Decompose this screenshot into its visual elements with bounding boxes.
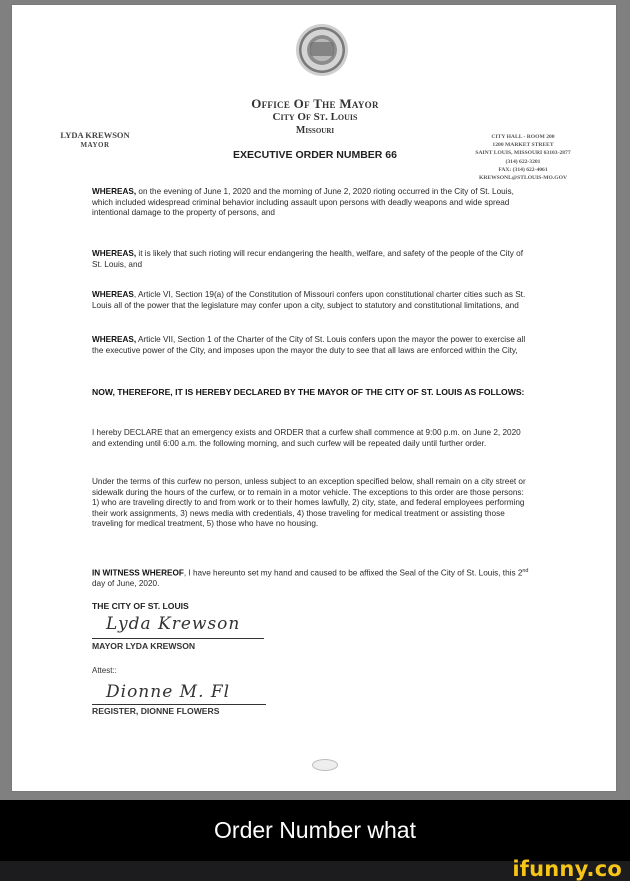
paragraph-lead: WHEREAS	[92, 290, 134, 299]
address-line: SAINT LOUIS, MISSOURI 63103-2877	[475, 150, 571, 157]
mayor-block	[50, 130, 140, 149]
meme-caption: Order Number what	[0, 800, 630, 861]
footer-seal-icon	[312, 759, 338, 771]
city-heading: City Of St. Louis	[272, 111, 358, 123]
register-signature: Dionne M. Fl	[106, 682, 231, 702]
register-signature-line	[92, 680, 266, 705]
paragraph-text: Article VII, Section 1 of the Charter of the City of St. Louis confers upon the mayor the power to exercise all the executive power of the City, and imposes upon the mayor the duty to see that all laws are enforced within the City,	[92, 335, 526, 355]
address-line: CITY HALL - ROOM 200	[491, 134, 555, 140]
office-heading: Office Of The Mayor	[251, 96, 379, 111]
paragraph-lead: WHEREAS,	[92, 249, 137, 258]
phone-line: (314) 622-3201	[505, 158, 541, 165]
state-heading: Missouri	[295, 125, 335, 136]
whereas-paragraph-2	[92, 249, 532, 270]
attest-label: Attest::	[92, 666, 117, 675]
paragraph-text: it is likely that such rioting will recur endangering the health, welfare, and safety of the people of the City of St. Louis, and	[92, 249, 523, 269]
curfew-terms-paragraph: Under the terms of this curfew no person, unless subject to an exception specified below, shall remain on a city street or sidewalk during the hours of the curfew, or to remain in a motor vehicle. The exceptions to this order are those persons: 1) who are traveling directly to and from work or to their homes lawfully, 2) city, state, and federal employees performing their work assignments, 3) news media with credentials, 4) those traveling for medical treatment or assisting those traveling for medical treatment, 5) those who have no housing.	[92, 477, 526, 529]
brand-bar	[0, 857, 630, 881]
mayor-signature: Lyda Krewson	[106, 614, 241, 634]
executive-order-title: EXECUTIVE ORDER NUMBER 66	[233, 149, 397, 161]
witness-paragraph	[92, 566, 532, 590]
brand-name: ifunny.co	[512, 857, 622, 881]
paragraph-text: , I have hereunto set my hand and caused to be affixed the Seal of the City of St. Louis, this 2	[183, 568, 523, 578]
mayor-signature-label: MAYOR LYDA KREWSON	[92, 641, 196, 651]
office-address	[448, 133, 598, 182]
ifunny-logo	[512, 857, 622, 881]
address-line: 1200 MARKET STREET	[492, 142, 554, 149]
city-seal-icon	[296, 24, 348, 76]
whereas-paragraph-1	[92, 187, 532, 219]
curfew-order-paragraph: I hereby DECLARE that an emergency exists and ORDER that a curfew shall commence at 9:00 p.m. on June 2, 2020 and extending until 6:00 a.m. the following morning, and such curfew will be repeated daily until further order.	[92, 428, 521, 448]
mayor-signature-line	[92, 612, 264, 639]
paragraph-text: , Article VI, Section 19(a) of the Constitution of Missouri confers upon constitutional charter cities such as St. Louis all of the power that the legislature may confer upon a city, subject to statutory and constitutional limitations, and	[92, 290, 526, 310]
mayor-name: LYDA KREWSON	[60, 130, 130, 140]
paragraph-lead: IN WITNESS WHEREOF	[92, 568, 184, 578]
paragraph-text: day of June, 2020.	[92, 579, 160, 589]
whereas-paragraph-4	[92, 335, 532, 356]
declaration-heading: NOW, THEREFORE, IT IS HEREBY DECLARED BY THE MAYOR OF THE CITY OF ST. LOUIS AS FOLLOWS:	[92, 387, 525, 397]
ordinal-suffix: nd	[522, 568, 529, 574]
paragraph-lead: WHEREAS,	[92, 187, 137, 196]
city-signature-label: THE CITY OF ST. LOUIS	[92, 601, 189, 611]
paragraph-lead: WHEREAS,	[92, 335, 137, 344]
fax-line: FAX: (314) 622-4061	[498, 166, 548, 173]
email-line: KREWSONL@STLOUIS-MO.GOV	[478, 175, 568, 182]
whereas-paragraph-3	[92, 290, 532, 311]
paragraph-text: on the evening of June 1, 2020 and the morning of June 2, 2020 rioting occurred in the City of St. Louis, which included widespread criminal behavior including assault upon persons with deadly weapons and wide spread intentional damage to the property of persons, and	[92, 187, 514, 218]
register-signature-label: REGISTER, DIONNE FLOWERS	[92, 706, 220, 716]
mayor-title: MAYOR	[80, 141, 110, 149]
